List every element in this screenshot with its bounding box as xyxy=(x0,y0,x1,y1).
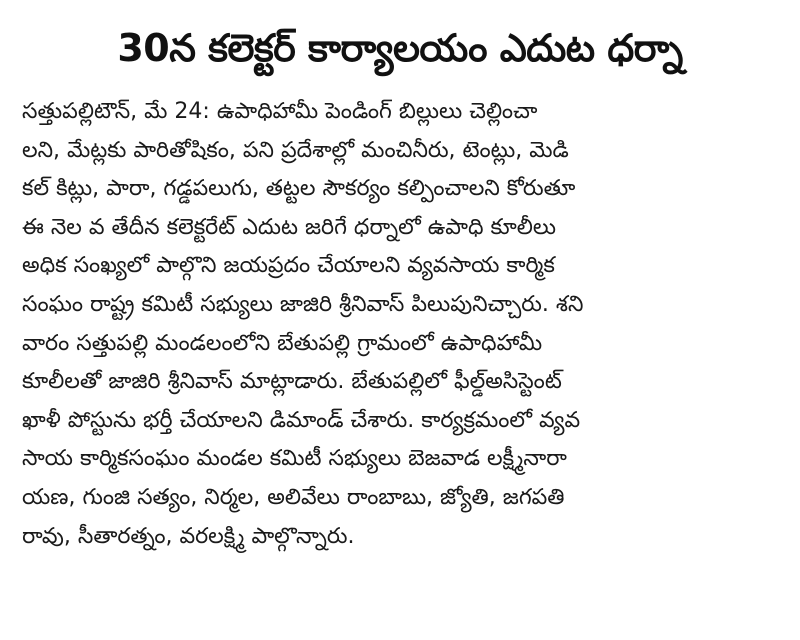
article-headline: 30న కలెక్టర్ కార్యాలయం ఎదుట ధర్నా xyxy=(117,26,683,70)
body-line: ఖాళీ పోస్టును భర్తీ చేయాలని డిమాండ్ చేశారు. కార్యక్రమంలో వ్యవ xyxy=(22,407,581,433)
body-line: యణ, గుంజి సత్యం, నిర్మల, అలివేలు రాంబాబు, జ్యోతి, జగపతి xyxy=(22,484,565,510)
body-line: అధిక సంఖ్యలో పాల్గొని జయప్రదం చేయాలని వ్యవసాయ కార్మిక xyxy=(22,253,555,279)
body-line: సంఘం రాష్ట్ర కమిటీ సభ్యులు జాజిరి శ్రీనివాస్ పిలుపునిచ్చారు. శని xyxy=(22,291,584,317)
body-line: సత్తుపల్లిటౌన్, మే 24: ఉపాధిహామీ పెండింగ్ బిల్లులు చెల్లించా xyxy=(22,99,538,124)
body-line: రావు, సీతారత్నం, వరలక్ష్మి పాల్గొన్నారు. xyxy=(22,523,355,549)
article-body xyxy=(22,93,782,556)
body-line: కూలీలతో జాజిరి శ్రీనివాస్ మాట్లాడారు. బేతుపల్లిలో ఫీల్డ్అసిస్టెంట్ xyxy=(22,369,562,395)
body-line: సాయ కార్మికసంఘం మండల కమిటీ సభ్యులు బెజవాడ లక్ష్మీనారా xyxy=(22,446,567,472)
body-line: కల్ కిట్లు, పారా, గడ్డపలుగు, తట్టల సౌకర్యం కల్పించాలని కోరుతూ xyxy=(22,176,576,202)
clipped-previous-line xyxy=(0,0,800,10)
body-line: వారం సత్తుపల్లి మండలంలోని బేతుపల్లి గ్రామంలో ఉపాధిహామీ xyxy=(22,330,543,356)
body-line: ఈ నెల వ తేదీన కలెక్టరేట్ ఎదుట జరిగే ధర్నాలో ఉపాధి కూలీలు xyxy=(22,214,557,240)
body-line: లని, మేట్లకు పారితోషికం, పని ప్రదేశాల్లో మంచినీరు, టెంట్లు, మెడి xyxy=(22,137,569,163)
